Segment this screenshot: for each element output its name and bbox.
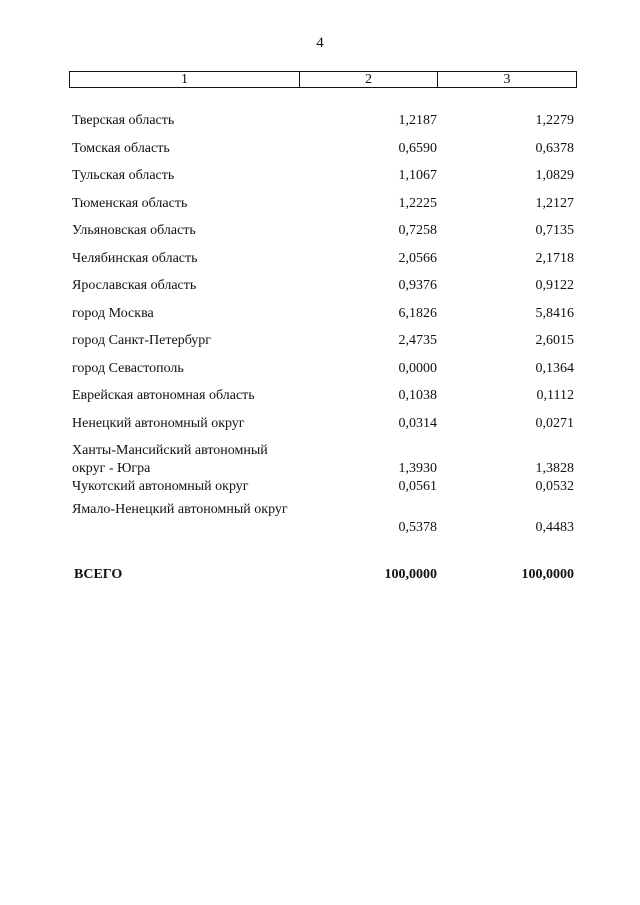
value-col-3: 2,6015 (535, 333, 574, 348)
region-name: город Севастополь (72, 360, 184, 376)
region-name: Тульская область (72, 168, 175, 183)
header-col-3: 3 (503, 72, 511, 87)
region-name: город Санкт-Петербург (72, 333, 212, 348)
value-col-2: 0,0314 (398, 415, 437, 431)
value-col-3: 0,1112 (536, 388, 574, 403)
region-name: Томская область (72, 140, 170, 156)
total-label: ВСЕГО (74, 567, 123, 582)
table-row (72, 140, 577, 168)
value-col-3: 1,0829 (535, 168, 574, 183)
table-row (72, 112, 577, 140)
value-col-3: 0,1364 (535, 360, 574, 376)
table-row (72, 277, 577, 305)
value-col-3: 0,0271 (535, 415, 574, 431)
value-col-2: 2,4735 (398, 333, 437, 348)
region-name: Тюменская область (72, 195, 188, 211)
value-col-2: 1,2187 (398, 113, 437, 128)
table-header (69, 71, 577, 88)
value-col-3: 1,2127 (535, 195, 574, 211)
value-col-3: 2,1718 (535, 250, 574, 266)
value-col-3: 0,0532 (535, 479, 574, 494)
header-col-1: 1 (70, 72, 300, 87)
table-row (72, 387, 577, 415)
table-row (72, 195, 577, 223)
table-row (72, 305, 577, 333)
value-col-3: 5,8416 (535, 305, 574, 321)
header-col-2: 2 (300, 72, 438, 87)
value-col-2: 0,0561 (398, 479, 437, 494)
table-row (72, 167, 577, 195)
table-row (72, 332, 577, 360)
value-col-3: 0,4483 (535, 520, 574, 535)
value-col-3: 0,7135 (535, 223, 574, 238)
value-col-2: 0,5378 (398, 520, 437, 535)
region-name: Ненецкий автономный округ (72, 415, 245, 431)
value-col-2: 2,0566 (398, 250, 437, 266)
table-row (72, 250, 577, 278)
value-col-2: 1,3930 (398, 461, 437, 476)
table-row (72, 415, 577, 443)
total-col-2: 100,0000 (384, 567, 437, 582)
value-col-2: 0,7258 (398, 223, 437, 238)
value-col-2: 0,0000 (398, 360, 437, 376)
region-name: Ярославская область (72, 278, 197, 293)
value-col-3: 1,3828 (535, 461, 574, 476)
value-col-2: 0,1038 (398, 388, 437, 403)
page-number: 4 (316, 35, 324, 51)
region-name: город Москва (72, 305, 154, 321)
table-row (72, 478, 577, 501)
value-col-2: 0,6590 (398, 140, 437, 156)
region-name: Ульяновская область (72, 223, 196, 238)
region-name: Тверская область (72, 113, 175, 128)
table-row (72, 442, 577, 478)
region-name: Чукотский автономный округ (72, 479, 249, 494)
table-row (72, 360, 577, 388)
value-col-3: 0,6378 (535, 140, 574, 156)
value-col-3: 0,9122 (535, 278, 574, 293)
value-col-2: 1,1067 (398, 168, 437, 183)
total-col-3: 100,0000 (521, 567, 574, 582)
table-row (72, 501, 577, 537)
region-name: Челябинская область (72, 250, 198, 266)
region-name: Ханты-Мансийский автономный округ - Югра (72, 443, 268, 476)
table-row (72, 222, 577, 250)
value-col-2: 1,2225 (398, 195, 437, 211)
region-name: Еврейская автономная область (72, 388, 255, 403)
value-col-2: 0,9376 (398, 278, 437, 293)
value-col-3: 1,2279 (535, 113, 574, 128)
region-name: Ямало-Ненецкий автономный округ (72, 502, 288, 517)
table-body (72, 112, 577, 537)
total-row (72, 566, 577, 586)
value-col-2: 6,1826 (398, 305, 437, 321)
